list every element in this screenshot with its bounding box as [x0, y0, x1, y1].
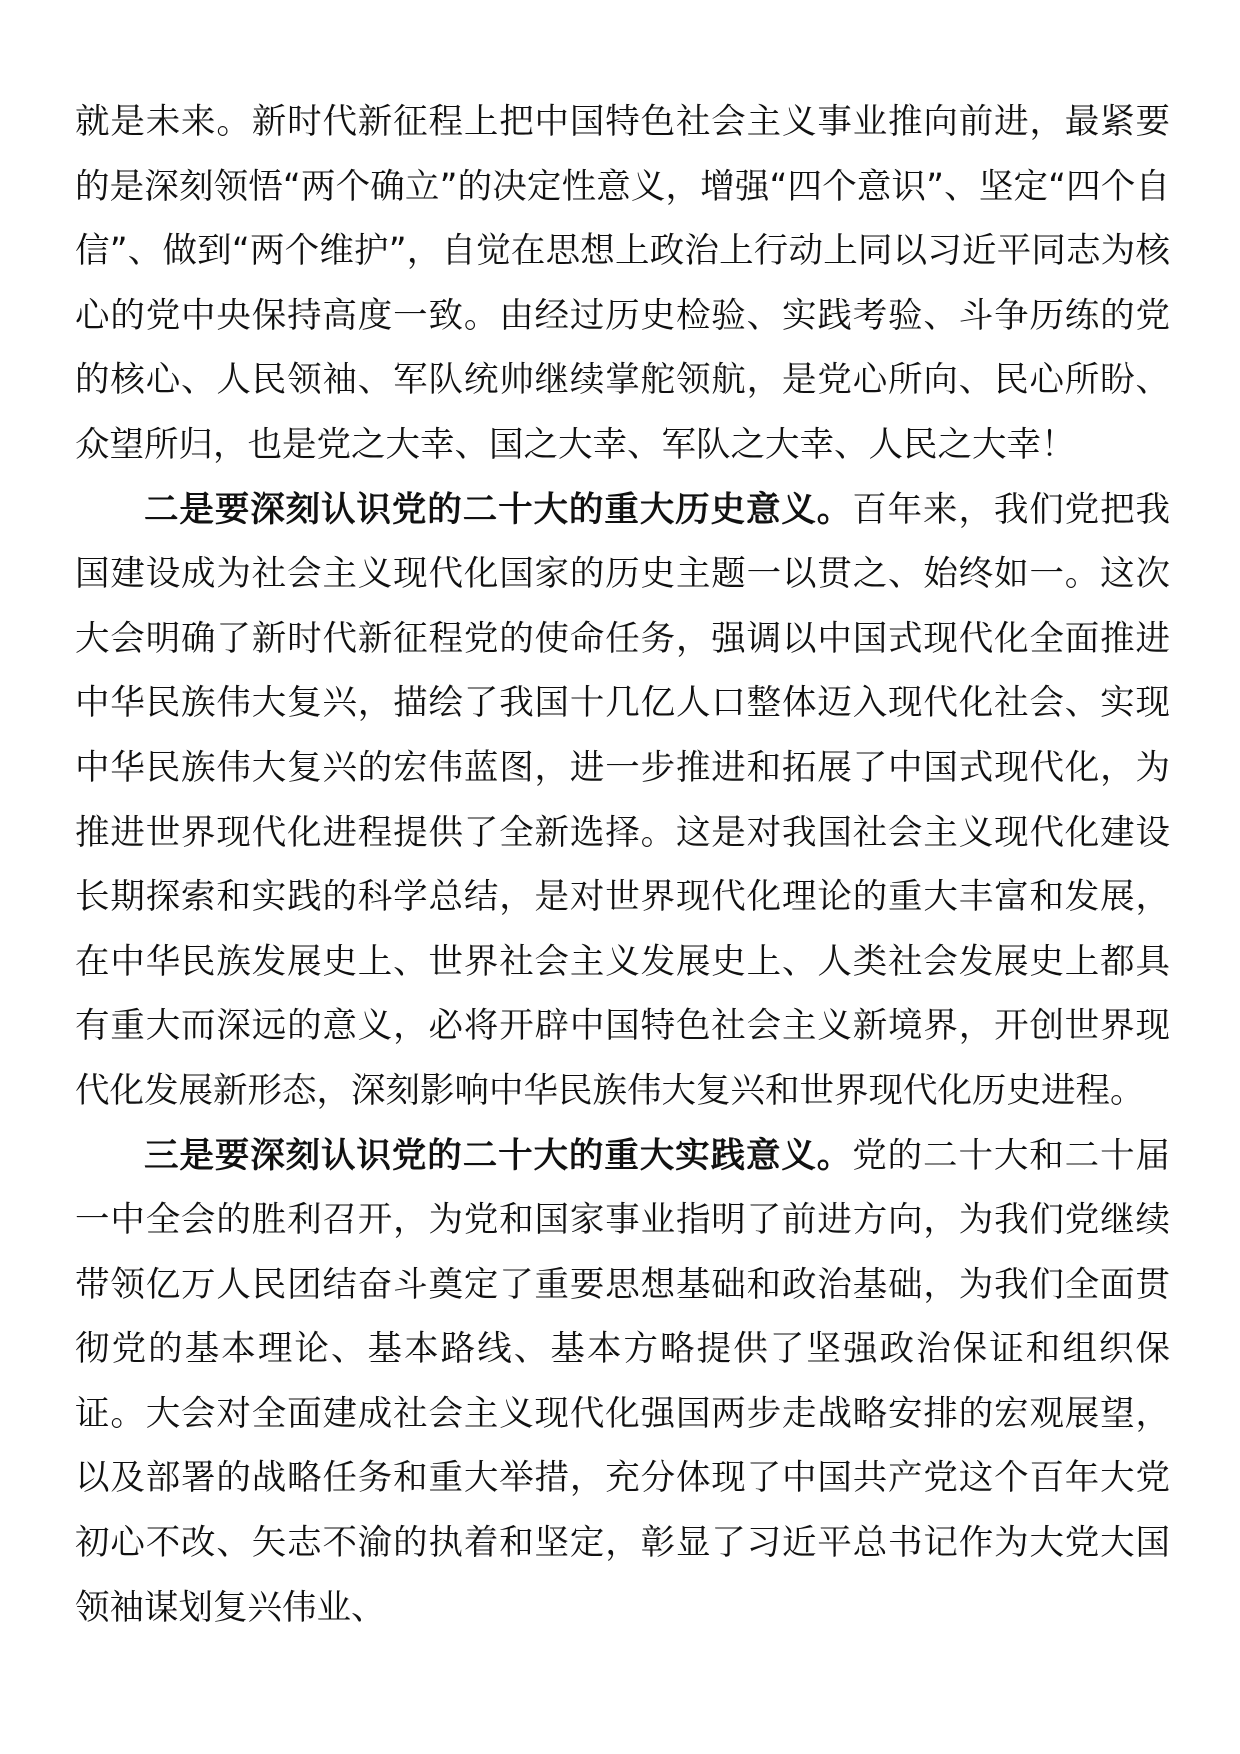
paragraph-heading: 二是要深刻认识党的二十大的重大历史意义。: [144, 489, 853, 530]
paragraph-text: 百年来，我们党把我国建设成为社会主义现代化国家的历史主题一以贯之、始终如一。这次大会明确了新时代新征程党的使命任务，强调以中国式现代化全面推进中华民族伟大复兴，描绘了我国十几亿人口整体迈入现代化社会、实现中华民族伟大复兴的宏伟蓝图，进一步推进和拓展了中国式现代化，为推进世界现代化进程提供了全新选择。这是对我国社会主义现代化建设长期探索和实践的科学总结，是对世界现代化理论的重大丰富和发展，在中华民族发展史上、世界社会主义发展史上、人类社会发展史上都具有重大而深远的意义，必将开辟中国特色社会主义新境界，开创世界现代化发展新形态，深刻影响中华民族伟大复兴和世界现代化历史进程。: [75, 489, 1171, 1111]
paragraph-text: 党的二十大和二十届一中全会的胜利召开，为党和国家事业指明了前进方向，为我们党继续带领亿万人民团结奋斗奠定了重要思想基础和政治基础，为我们全面贯彻党的基本理论、基本路线、基本方略提供了坚强政治保证和组织保证。大会对全面建成社会主义现代化强国两步走战略安排的宏观展望，以及部署的战略任务和重大举措，充分体现了中国共产党这个百年大党初心不改、矢志不渝的执着和坚定，彰显了习近平总书记作为大党大国领袖谋划复兴伟业、: [75, 1135, 1171, 1628]
paragraph-continuation: [75, 90, 1170, 478]
paragraph-practical-significance: [75, 1124, 1170, 1641]
paragraph-text: 就是未来。新时代新征程上把中国特色社会主义事业推向前进，最紧要的是深刻领悟“两个确立”的决定性意义，增强“四个意识”、坚定“四个自信”、做到“两个维护”，自觉在思想上政治上行动上同以习近平同志为核心的党中央保持高度一致。由经过历史检验、实践考验、斗争历练的党的核心、人民领袖、军队统帅继续掌舵领航，是党心所向、民心所盼、众望所归，也是党之大幸、国之大幸、军队之大幸、人民之大幸！: [75, 102, 1170, 465]
document-page: [75, 90, 1170, 1640]
paragraph-historical-significance: [75, 478, 1170, 1124]
paragraph-heading: 三是要深刻认识党的二十大的重大实践意义。: [144, 1135, 853, 1176]
